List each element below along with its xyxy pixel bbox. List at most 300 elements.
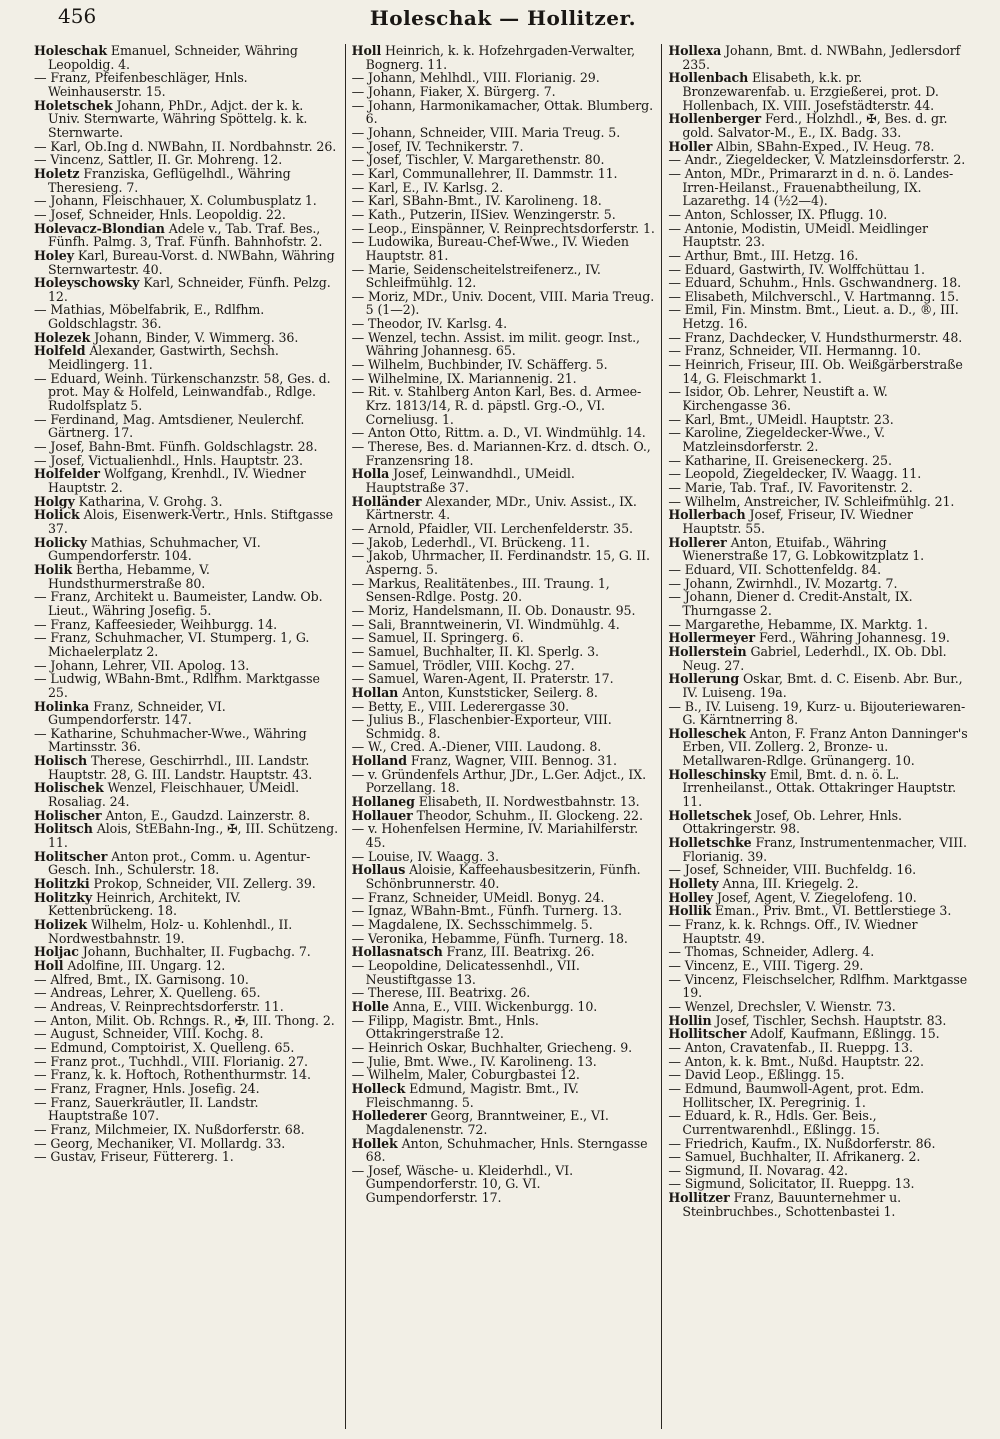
- entry-text: — Karl, SBahn-Bmt., IV. Karolineng. 18.: [351, 193, 602, 209]
- entry-text: Karl, Schneider, Fünfh. Pelzg. 12.: [48, 275, 331, 304]
- entry-surname: Holl: [34, 957, 64, 973]
- directory-entry: [668, 918, 972, 945]
- entry-text: — Josef, IV. Technikerstr. 7.: [351, 138, 524, 154]
- directory-entry: [34, 44, 339, 71]
- directory-entry: [352, 1164, 656, 1205]
- entry-text: Johann, PhDr., Adjct. der k. k. Univ. Sternwarte, Währing Spöttelg. k. k. Sternwarte.: [48, 97, 308, 140]
- directory-entry: [352, 1055, 656, 1069]
- entry-text: Anton, Schuhmacher, Hnls. Sterngasse 68.: [365, 1135, 648, 1165]
- entry-text: — Emil, Fin. Minstm. Bmt., Lieut. a. D., ®, III. Hetzg. 16.: [668, 302, 959, 332]
- entry-surname: Holizek: [34, 917, 88, 932]
- entry-text: — Edmund, Comptoirist, X. Quelleng. 65.: [34, 1039, 295, 1055]
- directory-entry: [668, 385, 972, 412]
- directory-entry: [668, 481, 972, 495]
- entry-text: Theodor, Schuhm., II. Glockeng. 22.: [416, 807, 643, 823]
- directory-entry: [34, 1041, 339, 1055]
- directory-entry: [34, 1082, 339, 1096]
- entry-surname: Hollety: [668, 876, 719, 892]
- entry-text: Anton, F. Franz Anton Danninger's Erben, VII. Zollerg. 2, Bronze- u. Metallwaren-Rdlge. Grünangerg. 10.: [682, 725, 968, 769]
- entry-text: Alexander, Gastwirth, Sechsh. Meidlingerg. 11.: [48, 343, 279, 373]
- directory-entry: [668, 563, 972, 577]
- directory-entry: [352, 140, 656, 154]
- entry-surname: Holla: [351, 466, 390, 482]
- entry-text: — W., Cred. A.-Diener, VIII. Laudong. 8.: [351, 739, 602, 755]
- directory-entry: [34, 1000, 339, 1014]
- entry-surname: Holischek: [34, 780, 104, 796]
- directory-entry: [34, 618, 339, 632]
- entry-surname: Holick: [34, 507, 80, 523]
- entry-text: — Marie, Seidenscheitelstreifenerz., IV. Schleifmühlg. 12.: [351, 261, 601, 291]
- directory-entry: [668, 303, 972, 330]
- entry-text: — Karl, E., IV. Karlsg. 2.: [351, 179, 504, 195]
- directory-entry: [352, 290, 656, 317]
- directory-entry: [34, 276, 339, 303]
- directory-entry: [34, 440, 339, 454]
- entry-text: — Karl, Ob.Ing d. NWBahn, II. Nordbahnstr. 26.: [34, 138, 337, 154]
- directory-entry: [34, 1027, 339, 1041]
- directory-entry: [668, 809, 972, 836]
- directory-entry: [668, 344, 972, 358]
- directory-entry: [668, 836, 972, 863]
- entry-text: — Samuel, Trödler, VIII. Kochg. 27.: [351, 657, 575, 673]
- directory-entry: [34, 809, 339, 823]
- directory-entry: [34, 71, 339, 98]
- entry-text: Anton, Kunststicker, Seilerg. 8.: [402, 684, 598, 700]
- entry-text: — Theodor, IV. Karlsg. 4.: [351, 316, 507, 332]
- entry-surname: Holeschak: [34, 44, 107, 58]
- directory-entry: [34, 167, 339, 194]
- entry-text: — Eduard, VII. Schottenfeldg. 84.: [668, 561, 881, 577]
- column-middle: [345, 44, 662, 1429]
- directory-entry: [352, 932, 656, 946]
- entry-text: — Arnold, Pfaidler, VII. Lerchenfelderstr. 35.: [351, 520, 633, 536]
- directory-entry: [352, 904, 656, 918]
- directory-entry: [352, 358, 656, 372]
- directory-entry: [668, 863, 972, 877]
- entry-surname: Holfeld: [34, 343, 86, 359]
- entry-surname: Hollermeyer: [668, 630, 756, 646]
- entry-text: — Kath., Putzerin, IISiev. Wenzingerstr. 5.: [351, 206, 616, 222]
- directory-entry: [668, 358, 972, 385]
- directory-entry: [34, 140, 339, 154]
- entry-text: — August, Schneider, VIII. Kochg. 8.: [34, 1026, 264, 1042]
- entry-text: — Ludwig, WBahn-Bmt., Rdlfhm. Marktgasse 25.: [34, 671, 320, 700]
- entry-surname: Hollitzer: [668, 1190, 730, 1206]
- entry-text: Emil, Bmt. d. n. ö. L. Irrenheilanst., Ottak. Ottakringer Hauptstr. 11.: [682, 766, 957, 810]
- entry-surname: Holitzky: [34, 889, 93, 905]
- directory-entry: [34, 563, 339, 590]
- entry-text: — Johann, Fiaker, X. Bürgerg. 7.: [351, 83, 556, 99]
- entry-text: — Elisabeth, Milchverschl., V. Hartmanng. 15.: [668, 288, 959, 304]
- entry-surname: Holleschek: [668, 725, 746, 741]
- entry-text: — Therese, III. Beatrixg. 26.: [351, 985, 531, 1001]
- entry-surname: Holischer: [34, 807, 102, 823]
- directory-entry: [34, 659, 339, 673]
- entry-text: Mathias, Schuhmacher, VI. Gumpendorferstr. 104.: [48, 534, 261, 564]
- directory-entry: [668, 959, 972, 973]
- directory-entry: [668, 167, 972, 208]
- directory-entry: [352, 467, 656, 494]
- directory-entry: [34, 344, 339, 371]
- directory-entry: [668, 1137, 972, 1151]
- directory-entry: [34, 413, 339, 440]
- entry-text: — Anton, k. k. Bmt., Nußd. Hauptstr. 22.: [668, 1053, 924, 1069]
- directory-entry: [668, 44, 972, 71]
- directory-entry: [352, 959, 656, 986]
- entry-text: Albin, SBahn-Exped., IV. Heug. 78.: [716, 138, 935, 154]
- directory-entry: [668, 1055, 972, 1069]
- entry-surname: Holetschek: [34, 97, 113, 113]
- entry-text: — Isidor, Ob. Lehrer, Neustift a. W. Kirchengasse 36.: [668, 384, 888, 414]
- entry-surname: Holletschek: [668, 807, 752, 823]
- entry-text: Elisabeth, II. Nordwestbahnstr. 13.: [418, 794, 640, 810]
- entry-text: — Franz, Schneider, VII. Hermanng. 10.: [668, 343, 921, 359]
- entry-surname: Holevacz-Blondian: [34, 220, 165, 236]
- column-left: [28, 44, 345, 1429]
- directory-entry: [668, 1191, 972, 1218]
- entry-text: Anton prot., Comm. u. Agentur-Gesch. Inh., Schulerstr. 18.: [48, 848, 311, 878]
- directory-entry: [352, 672, 656, 686]
- directory-entry: [34, 700, 339, 727]
- entry-surname: Hollitscher: [668, 1026, 747, 1042]
- directory-entry: [34, 1055, 339, 1069]
- directory-entry: [352, 754, 656, 768]
- columns-container: [28, 44, 978, 1429]
- entry-text: Bertha, Hebamme, V. Hundsthurmerstraße 80.: [48, 561, 210, 591]
- directory-entry: [34, 850, 339, 877]
- directory-entry: [352, 549, 656, 576]
- directory-entry: [352, 809, 656, 823]
- entry-text: — Franz, k. k. Rchngs. Off., IV. Wiedner Hauptstr. 49.: [668, 917, 918, 946]
- directory-entry: [352, 372, 656, 386]
- directory-entry: [34, 249, 339, 276]
- entry-surname: Holezek: [34, 329, 91, 345]
- entry-surname: Holländer: [351, 493, 422, 509]
- entry-text: Anna, E., VIII. Wickenburgg. 10.: [392, 998, 598, 1014]
- directory-entry: [352, 153, 656, 167]
- directory-entry: [34, 1096, 339, 1123]
- entry-text: Wilhelm, Holz- u. Kohlenhdl., II. Nordwestbahnstr. 19.: [48, 917, 293, 946]
- entry-surname: Hollin: [668, 1012, 712, 1028]
- entry-text: Franz, Bauunternehmer u. Steinbruchbes., Schottenbastei 1.: [682, 1190, 902, 1219]
- entry-surname: Holleck: [351, 1080, 406, 1096]
- directory-entry: [352, 850, 656, 864]
- entry-text: — Karoline, Ziegeldecker-Wwe., V. Matzleinsdorferstr. 2.: [668, 425, 885, 455]
- entry-text: — Leopold, Ziegeldecker, IV. Waagg. 11.: [668, 466, 922, 482]
- entry-surname: Hollan: [351, 684, 399, 700]
- directory-entry: [352, 181, 656, 195]
- entry-text: — Franz, Schneider, UMeidl. Bonyg. 24.: [351, 889, 605, 905]
- entry-text: — Franz, k. k. Hoftoch, Rothenthurmstr. 14.: [34, 1067, 311, 1083]
- entry-text: Georg, Branntweiner, E., VI. Magdalenenstr. 72.: [365, 1108, 609, 1137]
- entry-text: — Marie, Tab. Traf., IV. Favoritenstr. 2.: [668, 480, 913, 495]
- directory-entry: [352, 331, 656, 358]
- entry-text: — Josef, Victualienhdl., Hnls. Hauptstr. 23.: [34, 452, 303, 468]
- directory-entry: [668, 112, 972, 139]
- entry-text: — Johann, Lehrer, VII. Apolog. 13.: [34, 657, 250, 673]
- entry-text: Karl, Bureau-Vorst. d. NWBahn, Währing Sternwartestr. 40.: [48, 247, 335, 277]
- entry-surname: Holler: [668, 138, 713, 154]
- entry-text: — Katharine, Schuhmacher-Wwe., Währing Martinsstr. 36.: [34, 725, 307, 755]
- directory-entry: [668, 140, 972, 154]
- directory-entry: [352, 945, 656, 959]
- directory-entry: [668, 631, 972, 645]
- entry-text: — Julius B., Flaschenbier-Exporteur, VIII. Schmidg. 8.: [351, 712, 612, 741]
- entry-text: Eman., Priv. Bmt., VI. Bettlerstiege 3.: [715, 903, 952, 919]
- entry-text: Wenzel, Fleischhauer, UMeidl. Rosaliag. 24.: [48, 780, 300, 810]
- directory-entry: [668, 290, 972, 304]
- entry-text: — Eduard, Schuhm., Hnls. Gschwandnerg. 18.: [668, 275, 962, 291]
- entry-text: — Vincenz, E., VIII. Tigerg. 29.: [668, 957, 864, 973]
- entry-surname: Hollerer: [668, 534, 727, 550]
- directory-entry: [352, 1000, 656, 1014]
- directory-entry: [352, 536, 656, 550]
- entry-surname: Holitscher: [34, 848, 108, 864]
- entry-text: — Josef, Bahn-Bmt. Fünfh. Goldschlagstr. 28.: [34, 439, 318, 455]
- entry-surname: Holik: [34, 561, 73, 577]
- directory-entry: [352, 686, 656, 700]
- directory-entry: [352, 604, 656, 618]
- entry-text: — Rit. v. Stahlberg Anton Karl, Bes. d. Armee-Krz. 1813/14, R. d. päpstl. Grg.-O., VI. Corneliusg. 1.: [351, 384, 642, 427]
- entry-surname: Holgy: [34, 493, 75, 509]
- entry-text: — Franz, Sauerkräutler, II. Landstr. Hauptstraße 107.: [34, 1094, 259, 1124]
- directory-entry: [668, 454, 972, 468]
- directory-entry: [34, 590, 339, 617]
- directory-entry: [668, 1000, 972, 1014]
- entry-text: — Wilhelm, Maler, Coburgbastei 12.: [351, 1067, 580, 1083]
- directory-entry: [352, 208, 656, 222]
- entry-text: — Anton, Schlosser, IX. Pflugg. 10.: [668, 206, 888, 222]
- directory-entry: [34, 508, 339, 535]
- directory-entry: [34, 918, 339, 945]
- entry-text: — Karl, Bmt., UMeidl. Hauptstr. 23.: [668, 411, 894, 427]
- entry-surname: Holjac: [34, 944, 79, 960]
- entry-text: Josef, Ob. Lehrer, Hnls. Ottakringerstr. 98.: [682, 807, 902, 837]
- directory-entry: [352, 768, 656, 795]
- entry-text: — Franz, Kaffeesieder, Weihburgg. 14.: [34, 616, 278, 632]
- entry-text: — Samuel, Waren-Agent, II. Praterstr. 17.: [351, 671, 614, 687]
- directory-entry: [352, 71, 656, 85]
- entry-text: — Heinrich Oskar, Buchhalter, Griecheng. 9.: [351, 1039, 633, 1055]
- entry-text: Franz, Instrumentenmacher, VIII. Florianig. 39.: [682, 835, 967, 864]
- page-title: Holeschak — Hollitzer.: [369, 6, 637, 30]
- entry-text: — Antonie, Modistin, UMeidl. Meidlinger Hauptstr. 23.: [668, 220, 928, 250]
- directory-entry: [668, 904, 972, 918]
- entry-text: — Edmund, Baumwoll-Agent, prot. Edm. Hollitscher, IX. Peregrinig. 1.: [668, 1080, 925, 1110]
- entry-text: — Heinrich, Friseur, III. Ob. Weißgärberstraße 14, G. Fleischmarkt 1.: [668, 357, 963, 386]
- directory-entry: [668, 700, 972, 727]
- entry-text: — Friedrich, Kaufm., IX. Nußdorferstr. 86.: [668, 1135, 936, 1151]
- entry-text: — Anton, Cravatenfab., II. Rueppg. 13.: [668, 1039, 913, 1055]
- entry-surname: Hollik: [668, 903, 712, 919]
- entry-text: — Alfred, Bmt., IX. Garnisong. 10.: [34, 971, 249, 987]
- directory-entry: [352, 918, 656, 932]
- entry-surname: Holeyschowsky: [34, 275, 140, 291]
- entry-text: — Anton, Milit. Ob. Rchngs. R., ✠, III. Thong. 2.: [34, 1012, 335, 1028]
- directory-entry: [352, 1068, 656, 1082]
- directory-entry: [668, 508, 972, 535]
- entry-text: — Samuel, Buchhalter, II. Afrikanerg. 2.: [668, 1149, 921, 1165]
- directory-entry: [668, 208, 972, 222]
- entry-text: Anna, III. Kriegelg. 2.: [722, 876, 859, 892]
- entry-surname: Hollerung: [668, 671, 740, 687]
- entry-text: — v. Hohenfelsen Hermine, IV. Mariahilferstr. 45.: [351, 821, 639, 851]
- directory-entry: [34, 672, 339, 699]
- directory-entry: [352, 618, 656, 632]
- directory-entry: [352, 440, 656, 467]
- entry-text: Alexander, MDr., Univ. Assist., IX. Kärtnerstr. 4.: [365, 493, 637, 523]
- entry-text: Josef, Tischler, Sechsh. Hauptstr. 83.: [715, 1012, 947, 1028]
- entry-text: Franz, Schneider, VI. Gumpendorferstr. 147.: [48, 698, 226, 728]
- entry-text: — Gustav, Friseur, Füttererg. 1.: [34, 1149, 234, 1165]
- directory-entry: [352, 1137, 656, 1164]
- directory-entry: [668, 877, 972, 891]
- directory-entry: [34, 1014, 339, 1028]
- entry-text: — Sigmund, II. Novarag. 42.: [668, 1162, 848, 1178]
- directory-entry: [352, 645, 656, 659]
- entry-text: — Franz, Schuhmacher, VI. Stumperg. 1, G. Michaelerplatz 2.: [34, 630, 310, 659]
- directory-entry: [352, 126, 656, 140]
- entry-text: — Margarethe, Hebamme, IX. Marktg. 1.: [668, 616, 928, 632]
- entry-text: — Wilhelm, Buchbinder, IV. Schäfferg. 5.: [351, 357, 608, 373]
- directory-entry: [34, 822, 339, 849]
- directory-entry: [668, 331, 972, 345]
- entry-surname: Hollerbach: [668, 507, 746, 523]
- entry-text: — Katharine, II. Greiseneckerg. 25.: [668, 452, 892, 468]
- directory-entry: [34, 467, 339, 494]
- directory-entry: [668, 945, 972, 959]
- directory-entry: [668, 672, 972, 699]
- entry-text: — Magdalene, IX. Sechsschimmelg. 5.: [351, 917, 593, 932]
- directory-entry: [352, 44, 656, 71]
- entry-text: — Wilhelmine, IX. Mariannenig. 21.: [351, 370, 577, 386]
- entry-text: — Andreas, V. Reinprechtsdorferstr. 11.: [34, 998, 284, 1014]
- directory-entry: [34, 973, 339, 987]
- entry-text: Ferd., Währing Johannesg. 19.: [758, 630, 950, 646]
- entry-text: — Vincenz, Fleischselcher, Rdlfhm. Marktgasse 19.: [668, 971, 968, 1001]
- entry-surname: Holland: [351, 753, 407, 769]
- entry-text: — Johann, Harmonikamacher, Ottak. Blumberg. 6.: [351, 97, 653, 127]
- directory-entry: [668, 467, 972, 481]
- entry-text: Aloisie, Kaffeehausbesitzerin, Fünfh. Schönbrunnerstr. 40.: [365, 862, 641, 892]
- directory-entry: [352, 1014, 656, 1041]
- entry-text: — Johann, Diener d. Credit-Anstalt, IX. Thurngasse 2.: [668, 589, 913, 618]
- entry-text: — Samuel, II. Springerg. 6.: [351, 630, 524, 646]
- entry-text: Alois, StEBahn-Ing., ✠, III. Schützeng. 11.: [48, 821, 339, 851]
- entry-text: — Josef, Schneider, Hnls. Leopoldig. 22.: [34, 206, 286, 222]
- directory-entry: [34, 945, 339, 959]
- directory-entry: [352, 577, 656, 604]
- page-number: 456: [58, 4, 97, 28]
- directory-entry: [352, 85, 656, 99]
- entry-surname: Hollasnatsch: [351, 944, 443, 960]
- directory-entry: [34, 454, 339, 468]
- entry-text: — Sali, Branntweinerin, VI. Windmühlg. 4.: [351, 616, 620, 632]
- directory-entry: [668, 495, 972, 509]
- entry-text: Emanuel, Schneider, Währing Leopoldig. 4.: [48, 44, 298, 72]
- entry-text: Alois, Eisenwerk-Vertr., Hnls. Stiftgasse 37.: [48, 507, 334, 536]
- entry-text: — Franz, Architekt u. Baumeister, Landw. Ob. Lieut., Währing Josefig. 5.: [34, 589, 323, 618]
- entry-text: — Thomas, Schneider, Adlerg. 4.: [668, 944, 875, 960]
- entry-surname: Holleschinsky: [668, 766, 766, 782]
- directory-entry: [34, 331, 339, 345]
- entry-text: — Johann, Fleischhauer, X. Columbusplatz 1.: [34, 193, 317, 209]
- directory-entry: [34, 754, 339, 781]
- directory-entry: [668, 1027, 972, 1041]
- entry-text: — Josef, Wäsche- u. Kleiderhdl., VI. Gumpendorferstr. 10, G. VI. Gumpendorferstr. 17.: [351, 1162, 573, 1206]
- directory-entry: [668, 727, 972, 768]
- entry-text: — Moriz, MDr., Univ. Docent, VIII. Maria Treug. 5 (1—2).: [351, 288, 655, 318]
- directory-entry: [668, 1082, 972, 1109]
- entry-text: — Franz, Fragner, Hnls. Josefig. 24.: [34, 1080, 260, 1096]
- directory-entry: [352, 426, 656, 440]
- entry-text: — Georg, Mechaniker, VI. Mollardg. 33.: [34, 1135, 286, 1151]
- entry-text: Edmund, Magistr. Bmt., IV. Fleischmanng. 5.: [365, 1080, 579, 1110]
- entry-text: Elisabeth, k.k. pr. Bronzewarenfab. u. Erzgießerei, prot. D. Hollenbach, IX. VIII. Josefstädterstr. 44.: [682, 70, 939, 113]
- entry-text: Gabriel, Lederhdl., IX. Ob. Dbl. Neug. 27.: [682, 643, 947, 673]
- directory-entry: [34, 1123, 339, 1137]
- entry-text: Johann, Bmt. d. NWBahn, Jedlersdorf 235.: [682, 44, 961, 72]
- entry-text: Therese, Geschirrhdl., III. Landstr. Hauptstr. 28, G. III. Landstr. Hauptstr. 43.: [48, 753, 313, 782]
- entry-text: Franz, Wagner, VIII. Bennog. 31.: [410, 753, 617, 769]
- entry-text: — Ludowika, Bureau-Chef-Wwe., IV. Wieden Hauptstr. 81.: [351, 234, 629, 263]
- entry-surname: Holicky: [34, 534, 87, 550]
- directory-entry: [668, 413, 972, 427]
- directory-entry: [352, 385, 656, 426]
- directory-entry: [34, 153, 339, 167]
- entry-text: — Andreas, Lehrer, X. Quelleng. 65.: [34, 985, 261, 1001]
- entry-text: — Eduard, k. R., Hdls. Ger. Beis., Currentwarenhdl., Eßlingg. 15.: [668, 1108, 880, 1137]
- entry-text: Adele v., Tab. Traf. Bes., Fünfh. Palmg. 3, Traf. Fünfh. Bahnhofstr. 2.: [48, 220, 323, 250]
- directory-entry: [352, 194, 656, 208]
- entry-text: — Louise, IV. Waagg. 3.: [351, 848, 499, 864]
- directory-entry: [34, 495, 339, 509]
- entry-surname: Holitsch: [34, 821, 93, 837]
- directory-entry: [34, 1068, 339, 1082]
- directory-entry: [352, 1041, 656, 1055]
- entry-text: Ferd., Holzhdl., ✠, Bes. d. gr. gold. Salvator-M., E., IX. Badg. 33.: [682, 111, 948, 140]
- entry-text: — Filipp, Magistr. Bmt., Hnls. Ottakringerstraße 12.: [351, 1012, 539, 1042]
- directory-entry: [668, 1164, 972, 1178]
- directory-entry: [352, 891, 656, 905]
- directory-entry: [668, 276, 972, 290]
- entry-surname: Holinka: [34, 698, 90, 714]
- directory-entry: [34, 986, 339, 1000]
- entry-surname: Hollerstein: [668, 643, 747, 659]
- directory-entry: [34, 1137, 339, 1151]
- entry-text: Heinrich, Architekt, IV. Kettenbrückeng. 18.: [48, 889, 241, 919]
- entry-text: — Moriz, Handelsmann, II. Ob. Donaustr. 95.: [351, 602, 636, 618]
- directory-entry: [668, 263, 972, 277]
- entry-surname: Holitzki: [34, 876, 90, 892]
- directory-entry: [668, 71, 972, 112]
- entry-surname: Hollenbach: [668, 70, 749, 86]
- entry-surname: Holfelder: [34, 466, 100, 482]
- entry-surname: Hollederer: [351, 1108, 427, 1124]
- directory-entry: [352, 317, 656, 331]
- directory-entry: [668, 153, 972, 167]
- entry-text: — Markus, Realitätenbes., III. Traung. 1, Sensen-Rdlge. Postg. 20.: [351, 575, 610, 605]
- directory-entry: [34, 303, 339, 330]
- directory-entry: [34, 877, 339, 891]
- directory-entry: [34, 194, 339, 208]
- entry-text: Johann, Buchhalter, II. Fugbachg. 7.: [82, 944, 311, 960]
- entry-surname: Holletschke: [668, 835, 752, 851]
- entry-text: — Anton, MDr., Primararzt in d. n. ö. Landes-Irren-Heilanst., Frauenabtheilung, IX. Lazarethg. 14 (½2—4).: [668, 165, 954, 209]
- directory-entry: [668, 1014, 972, 1028]
- directory-entry: [352, 522, 656, 536]
- directory-entry: [352, 631, 656, 645]
